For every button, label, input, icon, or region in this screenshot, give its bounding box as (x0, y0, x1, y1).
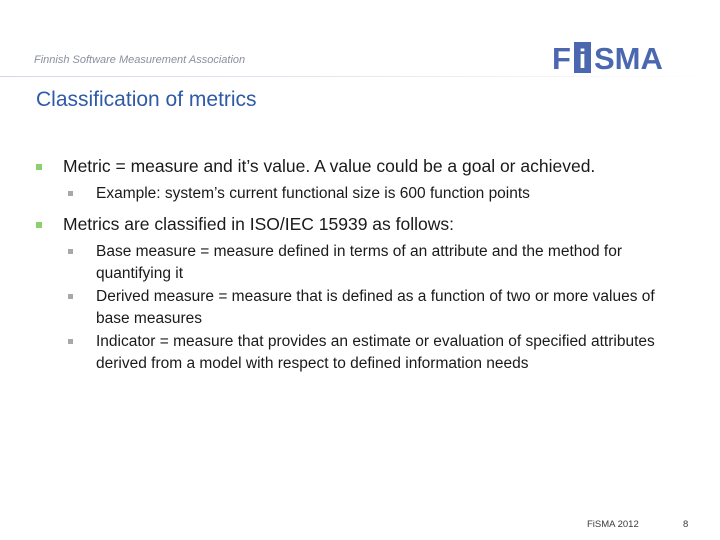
square-bullet-icon (68, 294, 73, 299)
logo-letter-i: i (578, 44, 587, 74)
page-number: 8 (683, 519, 689, 530)
footer-text: FiSMA 2012 (587, 519, 639, 530)
slide-title: Classification of metrics (36, 88, 257, 111)
fisma-logo (552, 40, 692, 74)
bullet-text: Derived measure = measure that is defined as a function of two or more values of base measures (96, 288, 655, 327)
slide-content (36, 155, 686, 376)
square-bullet-icon (36, 164, 42, 170)
bullet-item-level1 (36, 155, 686, 177)
bullet-text: Metric = measure and it’s value. A value could be a goal or achieved. (63, 156, 596, 176)
bullet-text: Indicator = measure that provides an estimate or evaluation of specified attributes derived from a model with respect to defined information needs (96, 333, 655, 372)
square-bullet-icon (68, 191, 73, 196)
logo-letters-sma: SMA (594, 41, 663, 74)
logo-letter-f: F (552, 41, 571, 74)
org-name: Finnish Software Measurement Association (34, 54, 246, 66)
bullet-text: Metrics are classified in ISO/IEC 15939 as follows: (63, 214, 454, 234)
bullet-item-level1 (36, 213, 686, 235)
bullet-item-level2 (68, 331, 686, 375)
header-divider (0, 76, 720, 77)
bullet-text: Example: system’s current functional size is 600 function points (96, 185, 530, 202)
bullet-text: Base measure = measure defined in terms of an attribute and the method for quantifying it (96, 243, 623, 282)
bullet-item-level2 (68, 286, 686, 330)
square-bullet-icon (68, 339, 73, 344)
bullet-item-level2 (68, 241, 686, 285)
bullet-item-level2 (68, 183, 686, 205)
square-bullet-icon (68, 249, 73, 254)
square-bullet-icon (36, 222, 42, 228)
